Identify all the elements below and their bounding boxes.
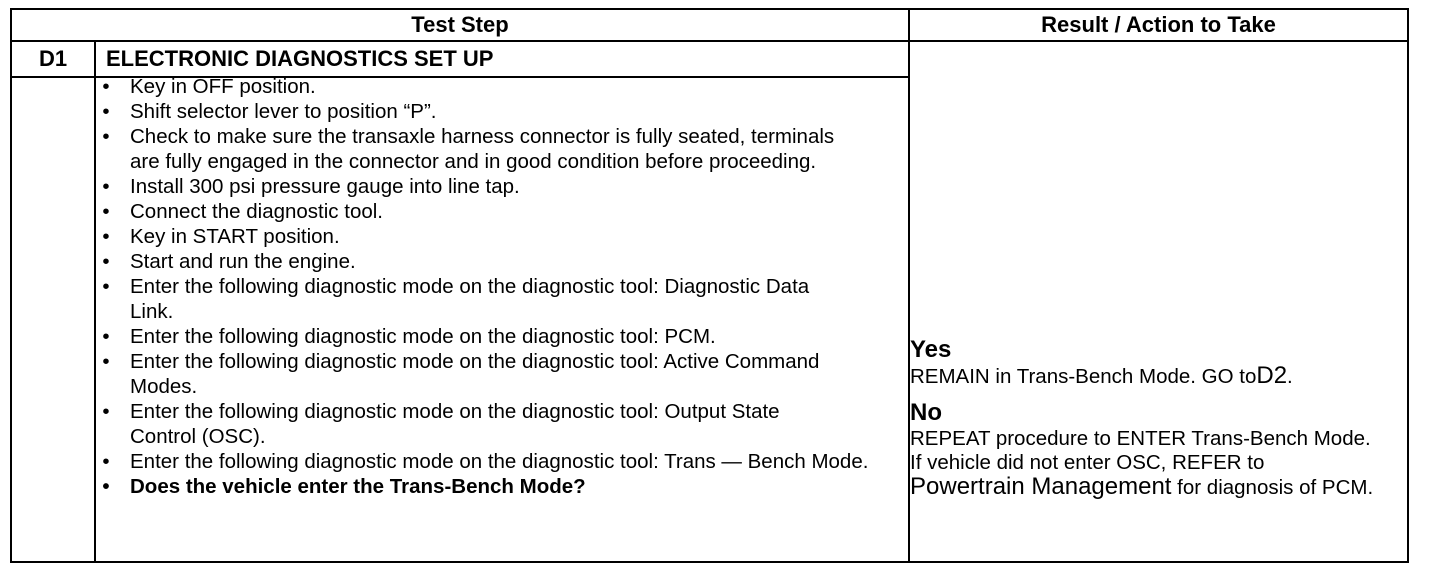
list-item-text: Does the vehicle enter the Trans-Bench Mode? [130,475,586,498]
spacer [910,389,1396,399]
bullet: • [102,175,110,198]
list-item [92,224,892,249]
list-item [92,74,892,99]
list-item [92,474,892,499]
list-item-text: Check to make sure the transaxle harness connector is fully seated, terminals are fully engaged in the connector and in good condition before proceeding. [130,125,835,173]
bullet: • [102,200,110,223]
result-action-cell [910,336,1396,500]
list-item-text: Enter the following diagnostic mode on the diagnostic tool: Diagnostic Data Link. [130,275,810,323]
bullet: • [102,275,110,298]
step-number-divider [94,42,96,76]
list-item [92,249,892,274]
list-item [92,199,892,224]
bullet: • [102,325,110,348]
list-item-text: Connect the diagnostic tool. [130,200,383,223]
bullet: • [102,225,110,248]
bullet: • [102,400,110,423]
yes-end: . [1287,365,1293,388]
bullet: • [102,125,110,148]
bullet: • [102,75,110,98]
list-item-text: Key in START position. [130,225,340,248]
no-text-1: REPEAT procedure to ENTER Trans-Bench Mode. If vehicle did not enter OSC, REFER to [910,427,1371,474]
list-item-text: Install 300 psi pressure gauge into line tap. [130,175,520,198]
yes-target-step: D2 [1256,362,1288,389]
no-text-2: for diagnosis of PCM. [1177,476,1374,499]
list-item [92,449,905,474]
bullet: • [102,450,110,473]
bullet: • [102,350,110,373]
header-result-action: Result / Action to Take [1041,12,1276,37]
list-item-text: Enter the following diagnostic mode on the diagnostic tool: Output State Control (OSC). [130,400,780,448]
list-item [92,399,830,449]
no-action [910,427,1380,500]
step-title: ELECTRONIC DIAGNOSTICS SET UP [106,46,494,71]
list-item [92,99,892,124]
list-item [92,124,865,174]
list-item [92,324,892,349]
yes-title: Yes [910,336,952,363]
list-item-text: Enter the following diagnostic mode on the diagnostic tool: Active Command Modes. [130,350,820,398]
list-item-text: Enter the following diagnostic mode on the diagnostic tool: Trans — Bench Mode. [130,450,869,473]
list-item [92,274,830,324]
bullet: • [102,250,110,273]
no-reference: Powertrain Management [910,473,1172,500]
list-item-text: Start and run the engine. [130,250,356,273]
bullet: • [102,100,110,123]
no-title: No [910,399,942,426]
step-instructions [92,74,892,499]
list-item [92,349,830,399]
list-item-text: Enter the following diagnostic mode on the diagnostic tool: PCM. [130,325,716,348]
list-item-text: Shift selector lever to position “P”. [130,100,437,123]
yes-action [910,364,1396,389]
bullet: • [102,475,110,498]
yes-text: REMAIN in Trans-Bench Mode. GO to [910,365,1257,388]
header-test-step: Test Step [411,12,509,37]
list-item [92,174,892,199]
step-number: D1 [38,46,68,71]
list-item-text: Key in OFF position. [130,75,316,98]
